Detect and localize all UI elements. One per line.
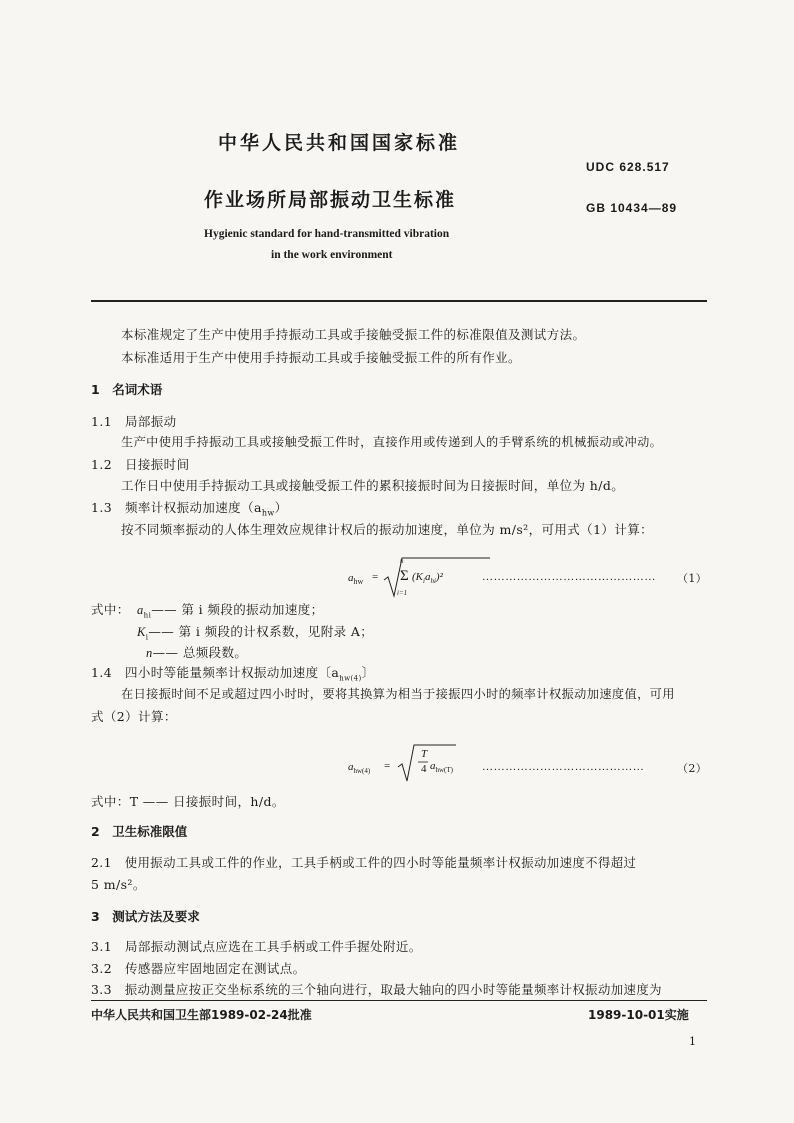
where-item-2 (137, 622, 373, 642)
clause-1-4-body-line1: 在日接振时间不足或超过四小时时，要将其换算为相当于接振四小时的频率计权振动加速度值，可用 (121, 687, 675, 701)
where-item-1-text: —— 第 i 频段的振动加速度； (151, 602, 324, 617)
udc-code: UDC 628.517 (586, 160, 670, 174)
formula-2-number: （2） (677, 762, 708, 775)
where-item-1-sub: hi (143, 611, 152, 620)
formula-1-body-a: a (424, 571, 431, 583)
formula-1-sum-lower: i=1 (397, 589, 408, 597)
formula-2-lhs-sub: hw(4) (353, 767, 371, 776)
formula-1-body-close: )² (435, 571, 443, 583)
clause-1-1-heading: 1.1 局部振动 (91, 414, 177, 429)
clause-1-4-close: 〕 (361, 665, 375, 680)
formula-2-rhs: a (430, 760, 436, 772)
clause-1-2-heading: 1.2 日接振时间 (91, 457, 190, 472)
effective-date: 1989-10-01实施 (588, 1008, 689, 1022)
clause-2-1-line1: 2.1 使用振动工具或工件的作业，工具手柄或工件的四小时等能量频率计权振动加速度不得超过 (91, 855, 637, 870)
clause-3-3: 3.3 振动测量应按正交坐标系统的三个轴向进行，取最大轴向的四小时等能量频率计权振动加速度为 (91, 982, 662, 997)
clause-1-3-subscript: hw (261, 508, 275, 518)
formula-2-denominator: 4 (421, 763, 427, 775)
formula-1-sigma-icon: Σ (400, 568, 409, 584)
formula-2-numerator: T (421, 748, 428, 760)
formula-2-rhs-sub: hw(T) (435, 766, 453, 775)
where-item-3 (146, 643, 247, 661)
formula-1-body: (K (412, 571, 423, 583)
where-item-1-symbol: a (137, 603, 144, 617)
footer-divider (91, 1000, 707, 1001)
clause-1-2-body: 工作日中使用手持振动工具或接触受振工件的累积接振时间为日接振时间，单位为 h/d。 (121, 478, 625, 493)
approval-line: 中华人民共和国卫生部1989-02-24批准 (91, 1008, 312, 1022)
clause-3-2: 3.2 传感器应牢固地固定在测试点。 (91, 961, 306, 976)
clause-1-4-heading (91, 663, 375, 683)
english-title-line1: Hygienic standard for hand-transmitted vibration (204, 228, 450, 240)
where-item-2-text: —— 第 i 频段的计权系数，见附录 A； (148, 624, 374, 639)
page-number: 1 (689, 1035, 697, 1048)
where-item-4: 式中：T —— 日接振时间，h/d。 (91, 794, 285, 809)
english-title-line2: in the work environment (271, 249, 393, 261)
document-title: 作业场所局部振动卫生标准 (204, 189, 457, 211)
section-2-heading: 2 卫生标准限值 (91, 824, 188, 839)
where-item-3-symbol: n (146, 646, 153, 660)
clause-1-3-body: 按不同频率振动的人体生理效应规律计权后的振动加速度，单位为 m/s²，可用式（1）计算： (121, 522, 654, 537)
section-3-heading: 3 测试方法及要求 (91, 909, 200, 924)
clause-1-3-heading (91, 498, 288, 518)
clause-1-4-subscript: hw(4) (339, 674, 362, 683)
org-title: 中华人民共和国国家标准 (218, 132, 461, 154)
intro-paragraph-2: 本标准适用于生产中使用手持振动工具或手接触受振工件的所有作业。 (121, 350, 521, 365)
formula-2-equals: = (384, 760, 391, 772)
formula-2-lhs: a (348, 761, 354, 773)
formula-1: $a_{hw}$ = n Σ i=1 $(K_ia_{hi})^2$ (348, 556, 488, 600)
formula-1-equals: = (372, 571, 379, 583)
formula-2-leader: …………………………………… (482, 761, 645, 773)
formula-1-number: （1） (677, 572, 708, 585)
where-item-3-text: —— 总频段数。 (152, 645, 248, 660)
intro-paragraph-1: 本标准规定了生产中使用手持振动工具或手接触受振工件的标准限值及测试方法。 (121, 327, 586, 342)
clause-1-3-close: ） (274, 500, 288, 515)
clause-2-1-line2: 5 m/s²。 (91, 877, 146, 892)
section-1-heading: 1 名词术语 (91, 382, 163, 397)
formula-1-lhs-sub: hw (353, 577, 364, 587)
clause-1-1-body: 生产中使用手持振动工具或接触受振工件时，直接作用或传递到人的手臂系统的机械振动或冲动。 (121, 435, 663, 449)
clause-1-4-body-line2: 式（2）计算： (91, 709, 177, 724)
formula-1-sum-upper: n (400, 557, 404, 565)
formula-1-leader: ……………………………………… (482, 571, 656, 583)
where-item-2-sub: i (145, 633, 149, 642)
formula-2 (348, 743, 458, 783)
where-label: 式中： (91, 602, 130, 617)
clause-3-1: 3.1 局部振动测试点应选在工具手柄或工件手握处附近。 (91, 939, 422, 954)
clause-1-3-title: 1.3 频率计权振动加速度（a (91, 500, 262, 515)
where-item-1 (137, 600, 324, 620)
clause-1-4-title: 1.4 四小时等能量频率计权振动加速度〔a (91, 665, 340, 680)
formula-1-lhs: a (348, 572, 354, 584)
gb-number: GB 10434—89 (586, 201, 678, 215)
header-divider (91, 300, 707, 302)
where-item-2-symbol: K (137, 625, 146, 639)
